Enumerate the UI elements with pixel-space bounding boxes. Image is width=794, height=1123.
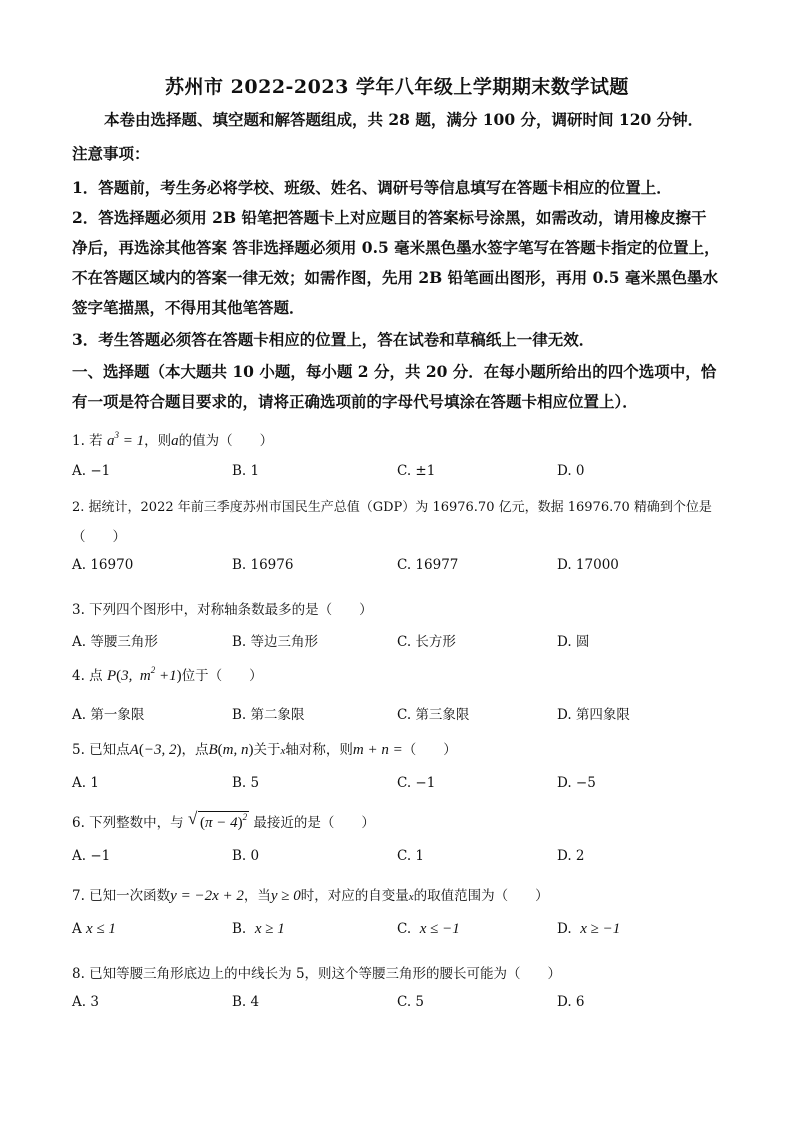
- option-d[interactable]: D. 6: [557, 994, 585, 1010]
- note-2-line-2: 净后，再选涂其他答案 答非选择题必须用 0.5 毫米黑色墨水签字笔写在答题卡指定的位置上，: [72, 238, 720, 257]
- question-3: 3. 下列四个图形中，对称轴条数最多的是（ ）: [72, 602, 373, 618]
- question-7: 7. 已知一次函数y = −2x + 2，当y ≥ 0时，对应的自变量x的取值范围为（ ）: [72, 888, 549, 904]
- option-d[interactable]: D. −5: [557, 775, 596, 791]
- option-c[interactable]: C. 5: [397, 994, 425, 1010]
- option-d[interactable]: D. 17000: [557, 557, 619, 573]
- question-5: 5. 已知点A(−3, 2)，点B(m, n)关于x轴对称，则m + n =（ ）: [72, 742, 457, 758]
- option-a[interactable]: A. 第一象限: [72, 707, 145, 723]
- question-2-options: [72, 557, 732, 577]
- option-b[interactable]: B. 4: [232, 994, 260, 1010]
- question-6-options: [72, 848, 732, 868]
- option-d[interactable]: D. 2: [557, 848, 585, 864]
- option-b[interactable]: B. 等边三角形: [232, 634, 319, 650]
- option-b[interactable]: B. x ≥ 1: [232, 921, 285, 937]
- intro-text: 本卷由选择题、填空题和解答题组成，共 28 题，满分 100 分，调研时间 120 分钟．: [104, 110, 704, 129]
- option-b[interactable]: B. 1: [232, 463, 260, 479]
- question-1-options: [72, 463, 732, 483]
- question-4: 4. 点 P(3, $m^2 +1$)位于（ ）: [72, 665, 263, 684]
- section-heading-line-2: 有一项是符合题目要求的，请将正确选项前的字母代号填涂在答题卡相应位置上）．: [72, 392, 638, 411]
- note-2-line-3: 不在答题区域内的答案一律无效；如需作图，先用 2B 铅笔画出图形，再用 0.5 毫米黑色墨水: [72, 268, 718, 287]
- note-2-line-4: 签字笔描黑，不得用其他笔答题．: [72, 298, 305, 317]
- option-b[interactable]: B. 5: [232, 775, 260, 791]
- note-3: 3．考生答题必须答在答题卡相应的位置上，答在试卷和草稿纸上一律无效．: [72, 330, 595, 349]
- option-a[interactable]: A. 等腰三角形: [72, 634, 158, 650]
- notes-heading: 注意事项：: [72, 144, 150, 163]
- question-3-options: [72, 630, 732, 650]
- option-a[interactable]: A. 16970: [72, 557, 134, 573]
- section-heading-line-1: 一、选择题（本大题共 10 小题，每小题 2 分，共 20 分．在每小题所给出的四个选项中，恰: [72, 362, 717, 381]
- option-c[interactable]: C. ±1: [397, 463, 436, 479]
- note-2-line-1: 2．答选择题必须用 2B 铅笔把答题卡上对应题目的答案标号涂黑，如需改动，请用橡皮擦干: [72, 208, 707, 227]
- option-c[interactable]: C. −1: [397, 775, 436, 791]
- option-d[interactable]: D. x ≥ −1: [557, 921, 621, 937]
- option-d[interactable]: D. 圆: [557, 634, 590, 650]
- option-a[interactable]: A. −1: [72, 848, 111, 864]
- question-8-options: [72, 994, 732, 1014]
- page-title: 苏州市 2022-2023 学年八年级上学期期末数学试题: [165, 76, 629, 98]
- note-1: 1．答题前，考生务必将学校、班级、姓名、调研号等信息填写在答题卡相应的位置上．: [72, 178, 672, 197]
- question-6: 6. 下列整数中，与 √ $(\pi - 4)^2$ 最接近的是（ ）: [72, 809, 375, 831]
- question-2-line-1: 2. 据统计，2022 年前三季度苏州市国民生产总值（GDP）为 16976.70 亿元，数据 16976.70 精确到个位是: [72, 500, 712, 515]
- option-c[interactable]: C. 长方形: [397, 634, 456, 650]
- question-8: 8. 已知等腰三角形底边上的中线长为 5，则这个等腰三角形的腰长可能为（ ）: [72, 966, 562, 982]
- question-5-options: [72, 775, 732, 795]
- question-2-line-2: （ ）: [72, 529, 126, 545]
- option-a[interactable]: A. 1: [72, 775, 99, 791]
- equation: $a^3 = 1$: [106, 430, 145, 449]
- sqrt-expression: √ $(\pi - 4)^2$: [187, 809, 248, 831]
- question-4-options: [72, 703, 732, 723]
- option-d[interactable]: D. 第四象限: [557, 707, 630, 723]
- option-b[interactable]: B. 0: [232, 848, 260, 864]
- option-a[interactable]: A. −1: [72, 463, 111, 479]
- option-b[interactable]: B. 16976: [232, 557, 294, 573]
- option-c[interactable]: C. x ≤ −1: [397, 921, 460, 937]
- option-a[interactable]: A x ≤ 1: [72, 921, 116, 937]
- option-b[interactable]: B. 第二象限: [232, 707, 305, 723]
- option-c[interactable]: C. 1: [397, 848, 425, 864]
- option-a[interactable]: A. 3: [72, 994, 99, 1010]
- option-c[interactable]: C. 16977: [397, 557, 459, 573]
- option-d[interactable]: D. 0: [557, 463, 585, 479]
- point-expression: P(3, $m^2 +1$): [106, 665, 182, 684]
- question-1: 1. 若 $a^3 = 1$，则a的值为（ ）: [72, 430, 274, 449]
- option-c[interactable]: C. 第三象限: [397, 707, 470, 723]
- question-7-options: [72, 921, 732, 941]
